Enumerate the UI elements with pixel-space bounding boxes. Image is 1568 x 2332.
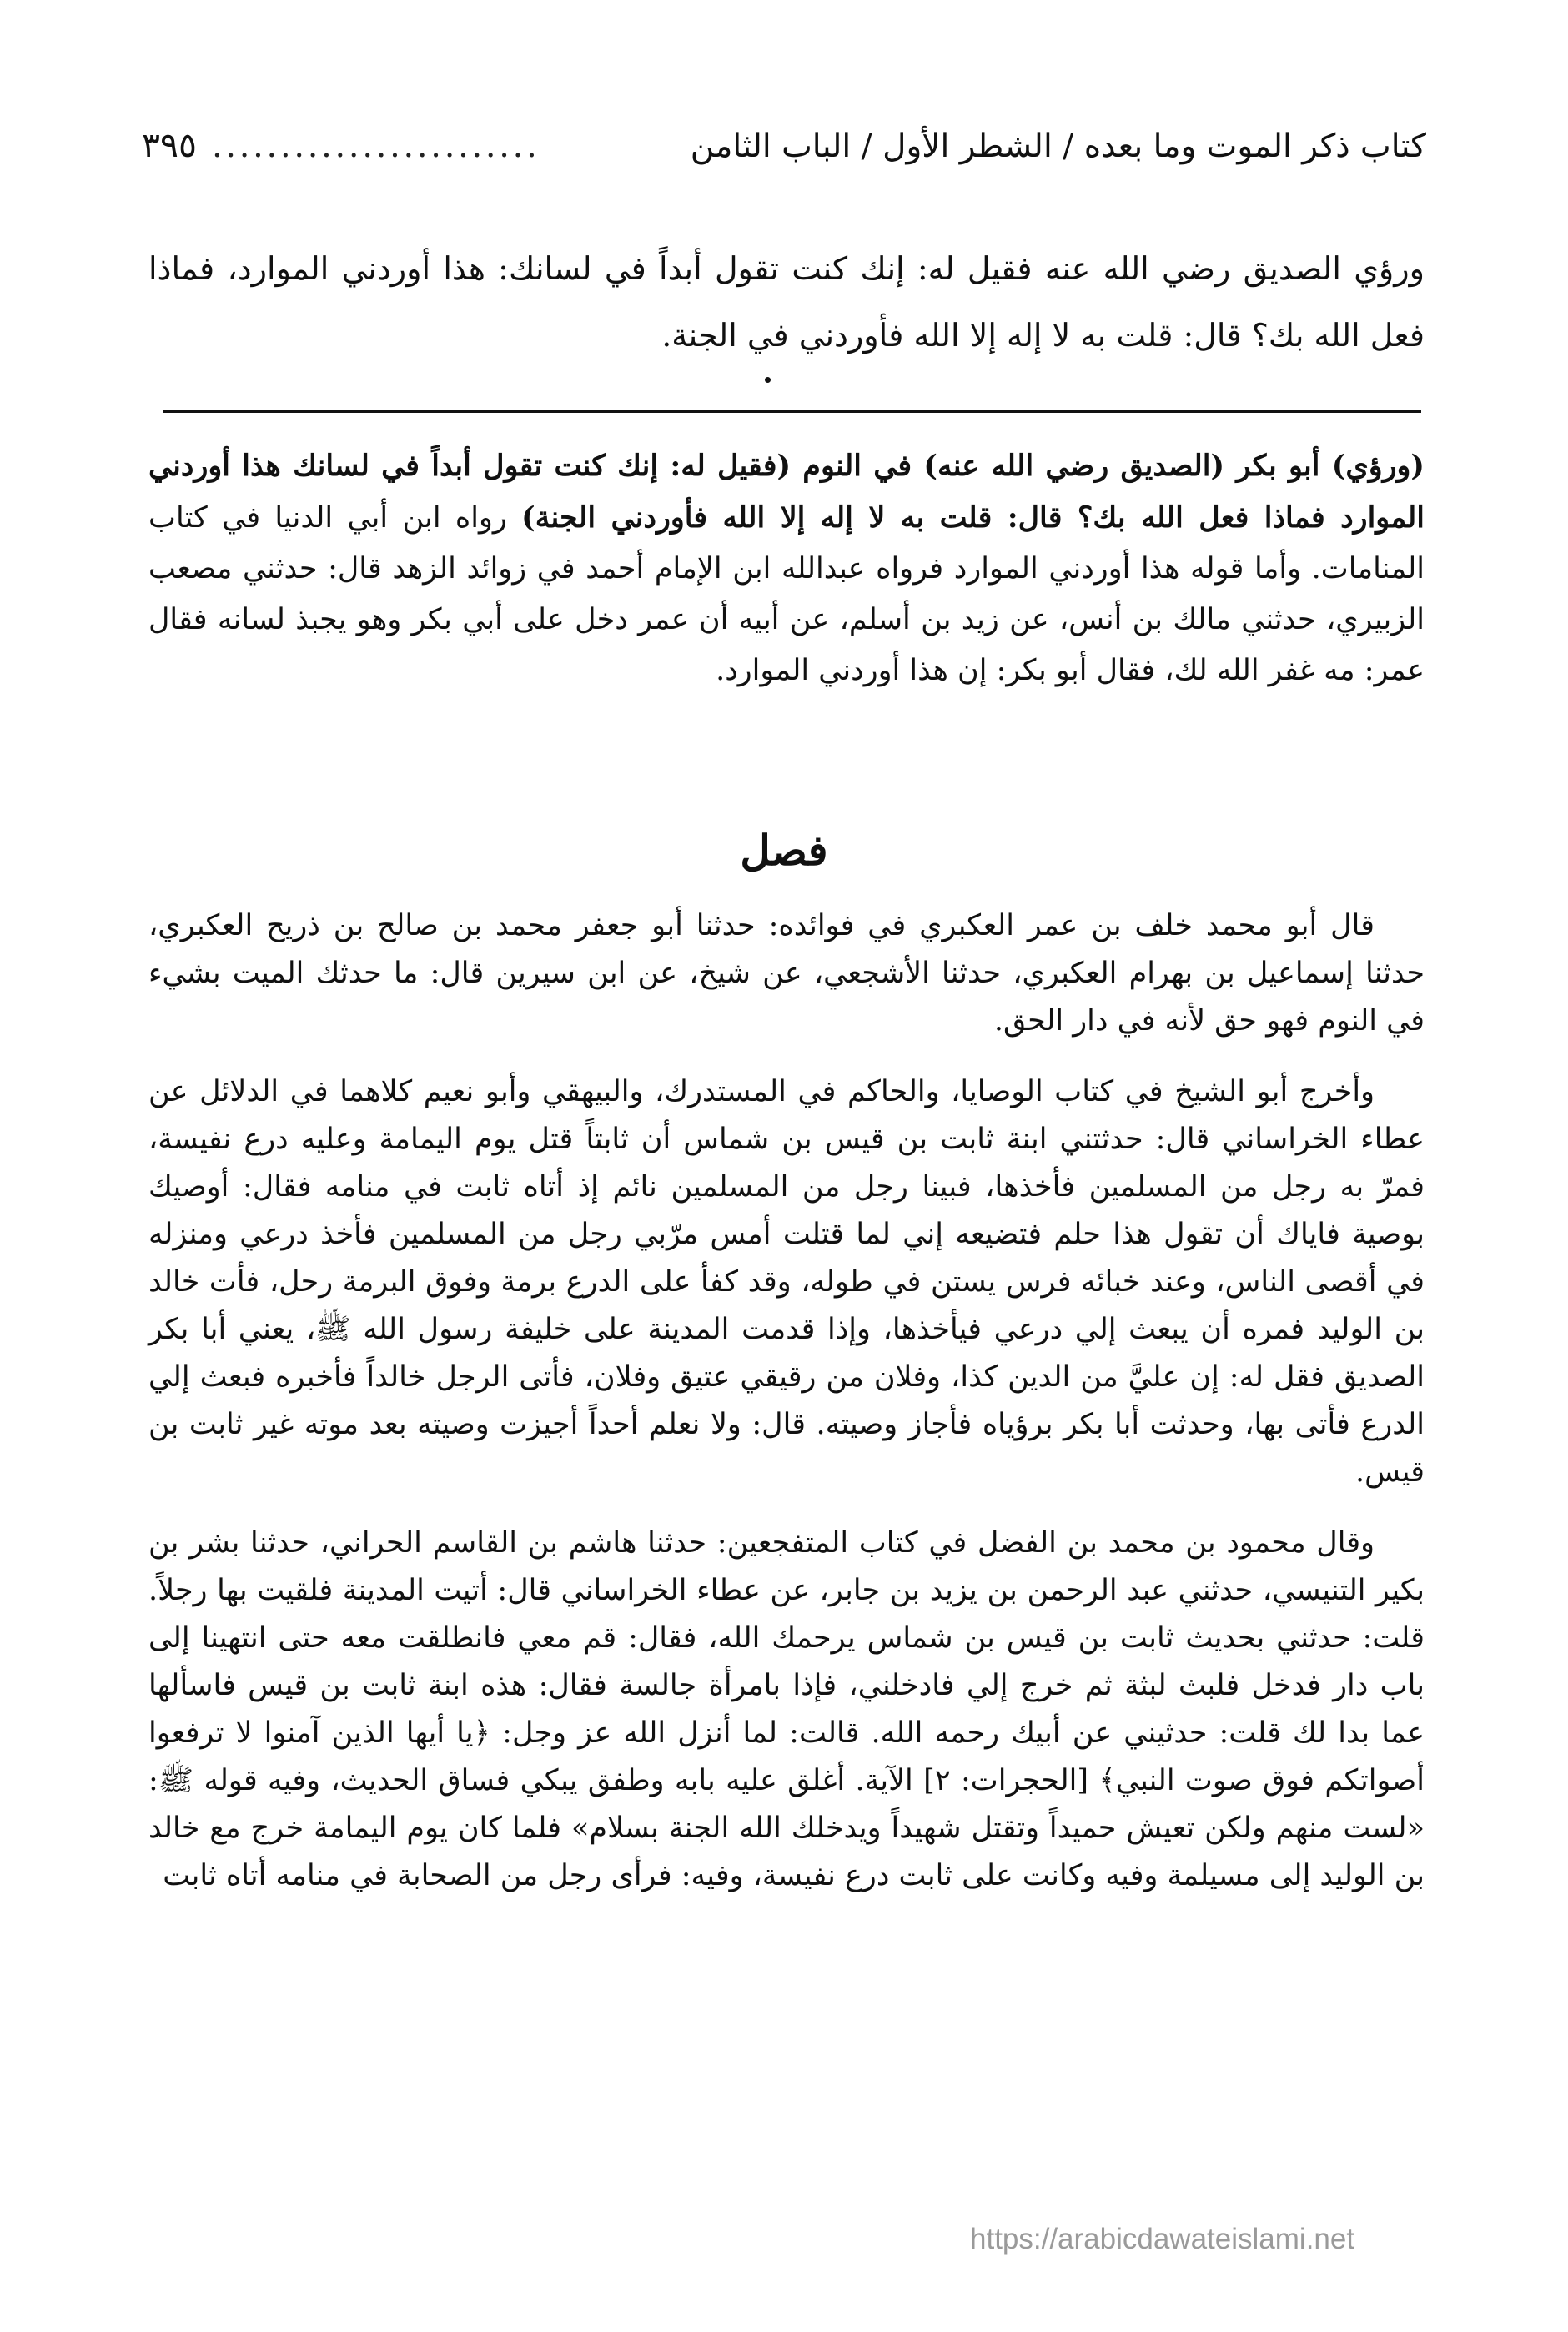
commentary [148, 440, 1425, 696]
section-heading: فصل [740, 826, 828, 875]
section-body [148, 902, 1425, 1923]
header-title: كتاب ذكر الموت وما بعده / الشطر الأول / الباب الثامن [690, 128, 1426, 165]
header-leader-dots: ........................ [212, 128, 540, 165]
paragraph: قال أبو محمد خلف بن عمر العكبري في فوائده: حدثنا أبو جعفر محمد بن صالح بن ذريح العكبري، حدثنا إسماعيل بن بهرام العكبري، حدثنا الأشجعي، عن شيخ، عن ابن سيرين قال: ما حدثك الميت بشيء في النوم فهو حق لأنه في دار الحق. [148, 909, 1425, 1038]
page-number: ٣٩٥ [142, 125, 198, 165]
running-header [142, 123, 1426, 168]
main-text-body: ورؤي الصديق رضي الله عنه فقيل له: إنك كنت تقول أبداً في لسانك: هذا أوردني الموارد، فماذا فعل الله بك؟ قال: قلت به لا إله إلا الله فأوردني في الجنة. [148, 250, 1425, 354]
separator-dot [765, 377, 771, 383]
main-text [148, 235, 1425, 369]
divider-rule [163, 410, 1421, 413]
paragraph: وقال محمود بن محمد بن الفضل في كتاب المتفجعين: حدثنا هاشم بن القاسم الحراني، حدثنا بشر بن بكير التنيسي، حدثني عبد الرحمن بن يزيد بن جابر، عن عطاء الخراساني قال: أتيت المدينة فلقيت بها رجلاً. قلت: حدثني بحديث ثابت بن قيس بن شماس يرحمك الله، فقال: قم معي فانطلقت معه حتى انتهينا إلى باب دار فدخل فلبث لبثة ثم خرج إلي فادخلني، فإذا بامرأة جالسة فقال: هذه ابنة ثابت بن قيس فاسألها عما بدا لك قلت: حدثيني عن أبيك رحمه الله. قالت: لما أنزل الله عز وجل: ﴿يا أيها الذين آمنوا لا ترفعوا أصواتكم فوق صوت النبي﴾ [الحجرات: ٢] الآية. أغلق عليه بابه وطفق يبكي فساق الحديث، وفيه قوله ﷺ: «لست منهم ولكن تعيش حميداً وتقتل شهيداً ويدخلك الله الجنة بسلام» فلما كان يوم اليمامة خرج مع خالد بن الوليد إلى مسيلمة وفيه وكانت على ثابت درع نفيسة، وفيه: فرأى رجل من الصحابة في منامه أتاه ثابت [148, 1526, 1425, 1892]
commentary-body: رواه ابن أبي الدنيا في كتاب المنامات. وأما قوله هذا أوردني الموارد فرواه عبدالله ابن الإمام أحمد في زوائد الزهد قال: حدثني مصعب الزبيري، حدثني مالك بن أنس، عن زيد بن أسلم، عن أبيه أن عمر دخل على أبي بكر وهو يجبذ لسانه فقال عمر: مه غفر الله لك، فقال أبو بكر: إن هذا أوردني الموارد. [148, 501, 1425, 687]
watermark-url: https://arabicdawateislami.net [970, 2223, 1355, 2255]
commentary-quoted-text: (ورؤي) أبو بكر (الصديق رضي الله عنه) في النوم (فقيل له: إنك كنت تقول أبداً في لسانك هذا أوردني الموارد فماذا فعل الله بك؟ قال: قلت به لا إله إلا الله فأوردني الجنة) [148, 449, 1425, 535]
paragraph: وأخرج أبو الشيخ في كتاب الوصايا، والحاكم في المستدرك، والبيهقي وأبو نعيم كلاهما في الدلائل عن عطاء الخراساني قال: حدثتني ابنة ثابت بن قيس بن شماس أن ثابتاً قتل يوم اليمامة وعليه درع نفيسة، فمرّ به رجل من المسلمين فأخذها، فبينا رجل من المسلمين نائم إذ أتاه ثابت في منامه فقال: أوصيك بوصية فاياك أن تقول هذا حلم فتضيعه إني لما قتلت أمس مرّبي رجل من المسلمين فأخذ درعي ومنزله في أقصى الناس، وعند خبائه فرس يستن في طوله، وقد كفأ على الدرع برمة وفوق البرمة رحل، فأت خالد بن الوليد فمره أن يبعث إلي درعي فيأخذها، وإذا قدمت المدينة على خليفة رسول الله ﷺ، يعني أبا بكر الصديق فقل له: إن عليَّ من الدين كذا، وفلان من رقيقي عتيق وفلان، فأتى الرجل خالداً فأخبره فبعث إلي الدرع فأتى بها، وحدثت أبا بكر برؤياه فأجاز وصيته. قال: ولا نعلم أحداً أجيزت وصيته بعد موته غير ثابت بن قيس. [148, 1075, 1425, 1489]
